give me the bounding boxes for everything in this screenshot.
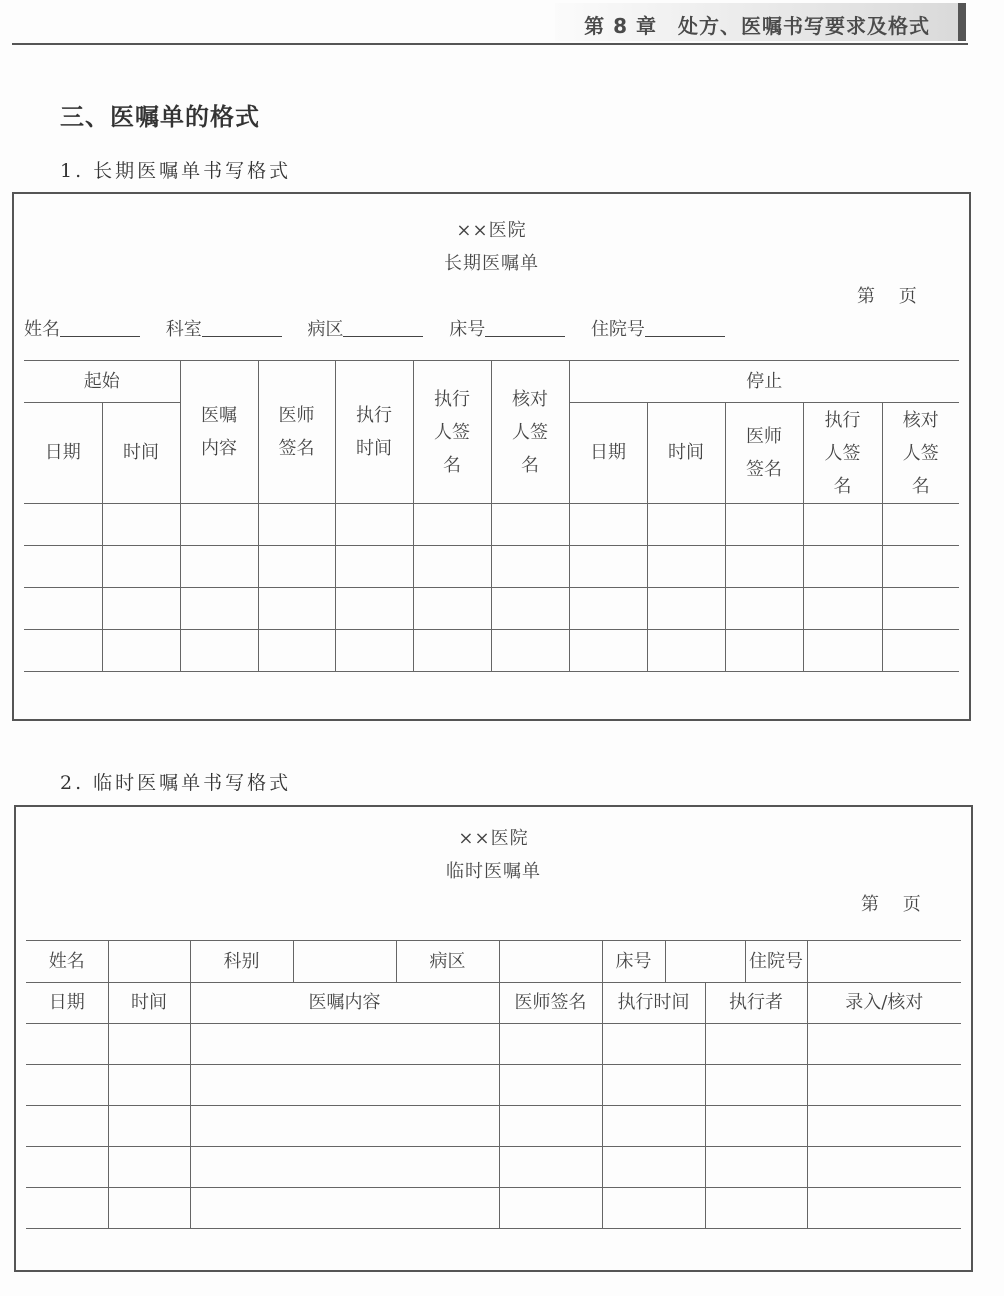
- value-department: [293, 941, 396, 983]
- col-exec-sign: [413, 361, 491, 504]
- col-doctor-sign: [258, 361, 335, 504]
- column-header-row: [26, 983, 961, 1024]
- col-start-time: 时间: [102, 403, 180, 504]
- label-bed: 床号: [602, 941, 665, 983]
- value-name: [108, 941, 190, 983]
- header-rule: [12, 43, 968, 45]
- col-order-content-l1: 医嘱: [201, 405, 237, 426]
- col-exec-time: 执行时间: [602, 983, 705, 1024]
- page-number: 第 页: [861, 894, 921, 915]
- col-executor: 执行者: [705, 983, 807, 1024]
- col-stop-exec-sign-l1: 执行: [824, 409, 861, 431]
- table-row: [26, 1065, 961, 1106]
- table-row: [26, 1188, 961, 1229]
- value-bed: [665, 941, 745, 983]
- table-row: [24, 504, 959, 546]
- long-term-form: [12, 192, 971, 721]
- header-bar: [958, 3, 966, 41]
- page-number: 第 页: [857, 286, 917, 307]
- info-label-bed: 床号: [449, 319, 486, 340]
- info-label-name: 姓名: [24, 319, 60, 340]
- group-stop: 停止: [569, 361, 959, 403]
- table-row: [24, 546, 959, 588]
- label-department: 科别: [190, 941, 293, 983]
- col-stop-exec-sign-l3: 名: [833, 475, 852, 497]
- patient-info-line: [24, 315, 725, 341]
- temporary-order-table: [26, 940, 961, 1229]
- col-order-content-l2: 内容: [201, 438, 237, 459]
- col-stop-exec-sign-l2: 人签: [824, 442, 861, 464]
- label-admission-no: 住院号: [745, 941, 807, 983]
- info-label-admission-no: 住院号: [590, 319, 645, 340]
- col-order-content: [180, 361, 258, 504]
- col-stop-check-sign-l2: 人签: [902, 442, 939, 464]
- col-start-date: 日期: [24, 403, 102, 504]
- col-check-sign: [491, 361, 569, 504]
- table-row: [26, 1106, 961, 1147]
- ward-blank: [343, 320, 423, 337]
- col-exec-sign-l2: 人签: [434, 421, 470, 443]
- col-stop-exec-sign: [803, 403, 882, 504]
- form-title: 长期医嘱单: [444, 253, 539, 274]
- col-doctor-sign: 医师签名: [499, 983, 602, 1024]
- col-doctor-sign-l2: 签名: [278, 438, 315, 459]
- form-title: 临时医嘱单: [446, 861, 541, 882]
- value-ward: [499, 941, 602, 983]
- col-exec-sign-l1: 执行: [434, 388, 470, 410]
- table-row: [26, 1147, 961, 1188]
- info-label-ward: 病区: [307, 319, 344, 340]
- name-blank: [60, 320, 140, 337]
- col-stop-doctor-sign: [725, 403, 803, 504]
- col-time: 时间: [108, 983, 190, 1024]
- temporary-subtitle: 2. 临时医嘱单书写格式: [60, 772, 292, 794]
- col-check-sign-l2: 人签: [512, 421, 548, 443]
- hospital-name: ××医院: [456, 220, 527, 241]
- label-name: 姓名: [26, 941, 108, 983]
- col-check-sign-l1: 核对: [512, 388, 548, 410]
- col-stop-time: 时间: [647, 403, 725, 504]
- col-exec-time-l2: 时间: [356, 438, 392, 459]
- col-stop-date: 日期: [569, 403, 647, 504]
- long-term-order-table: [24, 360, 959, 672]
- temporary-form: [14, 805, 973, 1272]
- table-row: [24, 588, 959, 630]
- col-stop-doctor-sign-l2: 签名: [746, 459, 782, 480]
- hospital-name: ××医院: [458, 828, 529, 849]
- col-stop-check-sign-l1: 核对: [902, 409, 939, 431]
- department-blank: [202, 320, 282, 337]
- admission-no-blank: [645, 320, 725, 337]
- bed-blank: [485, 320, 565, 337]
- col-stop-check-sign-l3: 名: [911, 475, 930, 497]
- col-stop-check-sign: [882, 403, 959, 504]
- running-header-text: 第 8 章 处方、医嘱书写要求及格式: [584, 14, 930, 38]
- running-header: [555, 3, 966, 41]
- col-order-content: 医嘱内容: [190, 983, 499, 1024]
- col-stop-doctor-sign-l1: 医师: [746, 426, 782, 447]
- section-title: 三、医嘱单的格式: [60, 103, 260, 131]
- info-label-department: 科室: [165, 319, 202, 340]
- col-exec-sign-l3: 名: [443, 454, 461, 476]
- col-exec-time-l1: 执行: [356, 405, 392, 426]
- col-date: 日期: [26, 983, 108, 1024]
- col-doctor-sign-l1: 医师: [278, 405, 315, 426]
- patient-info-row: [26, 941, 961, 983]
- col-exec-time: [335, 361, 413, 504]
- col-check-sign-l3: 名: [521, 454, 539, 476]
- col-entry-check: 录入/核对: [807, 983, 961, 1024]
- group-start: 起始: [24, 361, 180, 403]
- label-ward: 病区: [396, 941, 499, 983]
- long-term-subtitle: 1. 长期医嘱单书写格式: [60, 160, 292, 182]
- value-admission-no: [807, 941, 961, 983]
- table-row: [26, 1024, 961, 1065]
- table-row: [24, 630, 959, 672]
